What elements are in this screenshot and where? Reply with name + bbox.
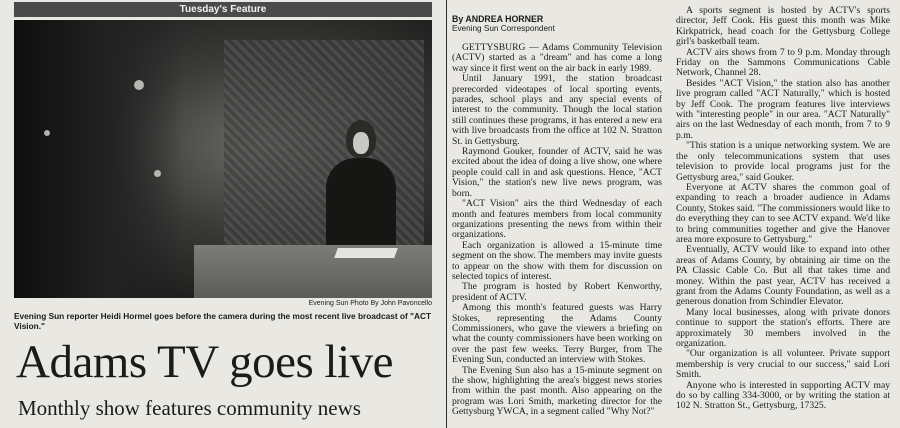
photo-caption: Evening Sun reporter Heidi Hormel goes before the camera during the most recent live broadcast of "ACT Vision." — [14, 311, 432, 331]
headline: Adams TV goes live — [16, 336, 393, 388]
subheadline: Monthly show features community news — [18, 396, 361, 420]
photo-reporter-face — [353, 132, 369, 154]
article-paragraph: Eventually, ACTV would like to expand into other areas of Adams County, by obtaining air time on the PA Classic Cable Co. But all that takes time and money. Within the past year, ACTV has received a grant from the Adams County Foundation, as well as a generous donation from Schindler Elevator. — [676, 244, 890, 308]
byline-role: Evening Sun Correspondent — [452, 24, 555, 33]
photo-reporter-body — [326, 158, 396, 258]
article-paragraph: Among this month's featured guests was Harry Stokes, representing the Adams County Commissioners, who gave the viewers a briefing on what the county commissioners have been working on over the past few weeks. Terry Burger, from The Evening Sun, conducted an interview with Stokes. — [452, 302, 662, 366]
article-paragraph: "Our organization is all volunteer. Private support membership is very crucial to our success," said Lori Smith. — [676, 348, 890, 381]
article-paragraph: Many local businesses, along with private donors continue to support the station's efforts. There are approximately 30 members involved in the organization. — [676, 306, 890, 349]
article-paragraph: "This station is a unique networking system. We are the only telecommunications system that uses television to provide local programs just for the Gettysburg area," said Gouker. — [676, 140, 890, 183]
column-divider — [446, 0, 447, 428]
article-paragraph: GETTYSBURG — Adams Community Television (ACTV) started as a "dream" and has come a long way since it first went on the air back in early 1989. — [452, 42, 662, 74]
article-paragraph: Everyone at ACTV shares the common goal of expanding to reach a broader audience in Adams County, Stokes said. "The commissioners would like to do everything they can to see ACTV expand. We'd like to bring communities together and give the Hanover area more exposure to Gettysburg." — [676, 181, 890, 245]
photo-light — [44, 130, 50, 136]
article-paragraph: Until January 1991, the station broadcast prerecorded videotapes of local sporting events, parades, school plays and any special events of interest to the community. Though the local station still continues these programs, it has entered a new era with live broadcasts from the office at 102 N. Stratton St. in Gettysburg. — [452, 73, 662, 147]
article-paragraph: A sports segment is hosted by ACTV's sports director, Jeff Cook. His guest this month was Mike Kirkpatrick, head coach for the Gettysburg College girl's basketball team. — [676, 5, 890, 48]
article-paragraph: Besides "ACT Vision," the station also has another live program called "ACT Naturally," which is hosted by Jeff Cook. The program features live interviews with "interesting people" in our area. "ACT Naturally" airs on the last Wednesday of each month, from 7 to 9 p.m. — [676, 77, 890, 141]
photo-credit: Evening Sun Photo By John Pavoncello — [308, 300, 432, 307]
photo-news-desk — [194, 245, 432, 298]
article-paragraph: ACTV airs shows from 7 to 9 p.m. Monday through Friday on the Sammons Communications Cable Network, Channel 28. — [676, 46, 890, 79]
feature-left-column — [14, 0, 432, 428]
photo-light — [134, 80, 144, 90]
article-paragraph: Anyone who is interested in supporting ACTV may do so by calling 334-3000, or by writing the station at 102 N. Stratton St., Gettysburg, 17325. — [676, 379, 890, 412]
byline-author: By ANDREA HORNER — [452, 14, 544, 24]
photo-reporter — [326, 120, 396, 260]
article-column-1 — [452, 6, 662, 418]
article-paragraph: Each organization is allowed a 15-minute time segment on the show. The members may invite guests to appear on the show with them for discussion on selected topics of interest. — [452, 239, 662, 282]
article-column-2 — [676, 6, 890, 412]
article-paragraph: "ACT Vision" airs the third Wednesday of each month and features members from local community organizations presenting the news from within their organizations. — [452, 198, 662, 241]
photo-light — [154, 170, 161, 177]
section-banner: Tuesday's Feature — [14, 2, 432, 17]
article-paragraph: The program is hosted by Robert Kenworthy, president of ACTV. — [452, 281, 662, 303]
photo-papers — [334, 248, 398, 258]
article-paragraph: Raymond Gouker, founder of ACTV, said he was excited about the idea of doing a live show, one where people could call in and ask questions. Hence, "ACT Vision," the station's new live news program, was born. — [452, 146, 662, 199]
photo-camera-silhouette — [14, 20, 184, 298]
feature-photo — [14, 20, 432, 298]
article-paragraph: The Evening Sun also has a 15-minute segment on the show, highlighting the area's biggest news stories from within the past month. Also appearing on the program was Lori Smith, marketing director for the Gettysburg YWCA, in a segment called "Why Not?" — [452, 364, 662, 418]
